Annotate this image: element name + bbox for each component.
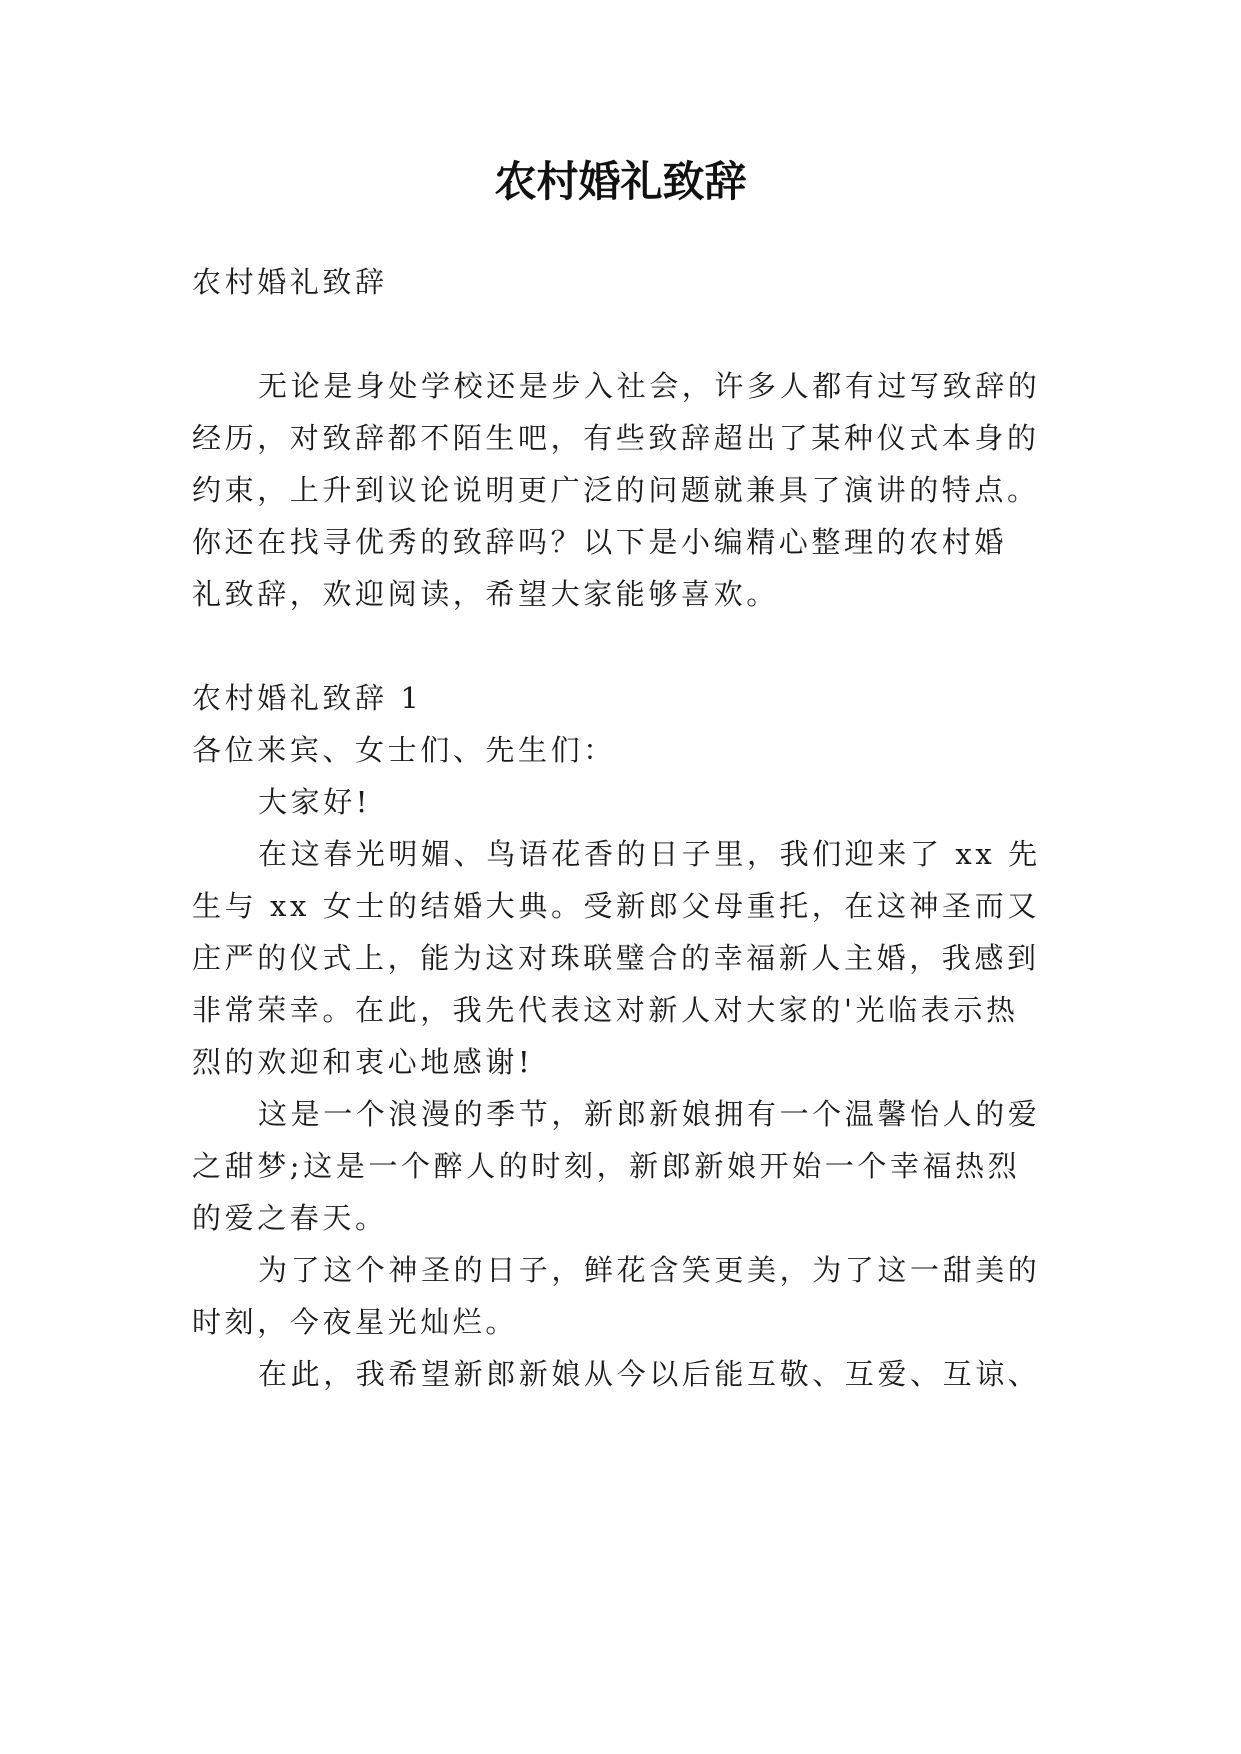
- paragraph-line: 时刻，今夜星光灿烂。: [192, 1305, 519, 1339]
- paragraph-line: 之甜梦;这是一个醉人的时刻，新郎新娘开始一个幸福热烈: [192, 1149, 1021, 1183]
- intro-line: 礼致辞，欢迎阅读，希望大家能够喜欢。: [192, 577, 779, 611]
- intro-line: 经历，对致辞都不陌生吧，有些致辞超出了某种仪式本身的: [192, 421, 1040, 455]
- paragraph-line: 在这春光明媚、鸟语花香的日子里，我们迎来了 xx 先: [258, 837, 1041, 871]
- paragraph-line: 烈的欢迎和衷心地感谢!: [192, 1045, 534, 1079]
- paragraph-line: 这是一个浪漫的季节，新郎新娘拥有一个温馨怡人的爱: [258, 1097, 1041, 1131]
- greeting: 大家好!: [258, 785, 372, 819]
- paragraph-line: 生与 xx 女士的结婚大典。受新郎父母重托，在这神圣而又: [192, 889, 1040, 923]
- salutation: 各位来宾、女士们、先生们：: [192, 733, 616, 767]
- document-title: 农村婚礼致辞: [494, 157, 747, 206]
- intro-line: 无论是身处学校还是步入社会，许多人都有过写致辞的: [258, 369, 1041, 403]
- paragraph-line: 庄严的仪式上，能为这对珠联璧合的幸福新人主婚，我感到: [192, 941, 1040, 975]
- document-subtitle: 农村婚礼致辞: [192, 265, 388, 299]
- paragraph-line: 为了这个神圣的日子，鲜花含笑更美，为了这一甜美的: [258, 1253, 1041, 1287]
- paragraph-line: 非常荣幸。在此，我先代表这对新人对大家的'光临表示热: [192, 993, 1019, 1027]
- paragraph-line: 在此，我希望新郎新娘从今以后能互敬、互爱、互谅、: [258, 1357, 1041, 1391]
- intro-line: 约束，上升到议论说明更广泛的问题就兼具了演讲的特点。: [192, 473, 1040, 507]
- section-heading: 农村婚礼致辞 1: [192, 681, 423, 715]
- paragraph-line: 的爱之春天。: [192, 1201, 388, 1235]
- intro-line: 你还在找寻优秀的致辞吗？以下是小编精心整理的农村婚: [192, 525, 1008, 559]
